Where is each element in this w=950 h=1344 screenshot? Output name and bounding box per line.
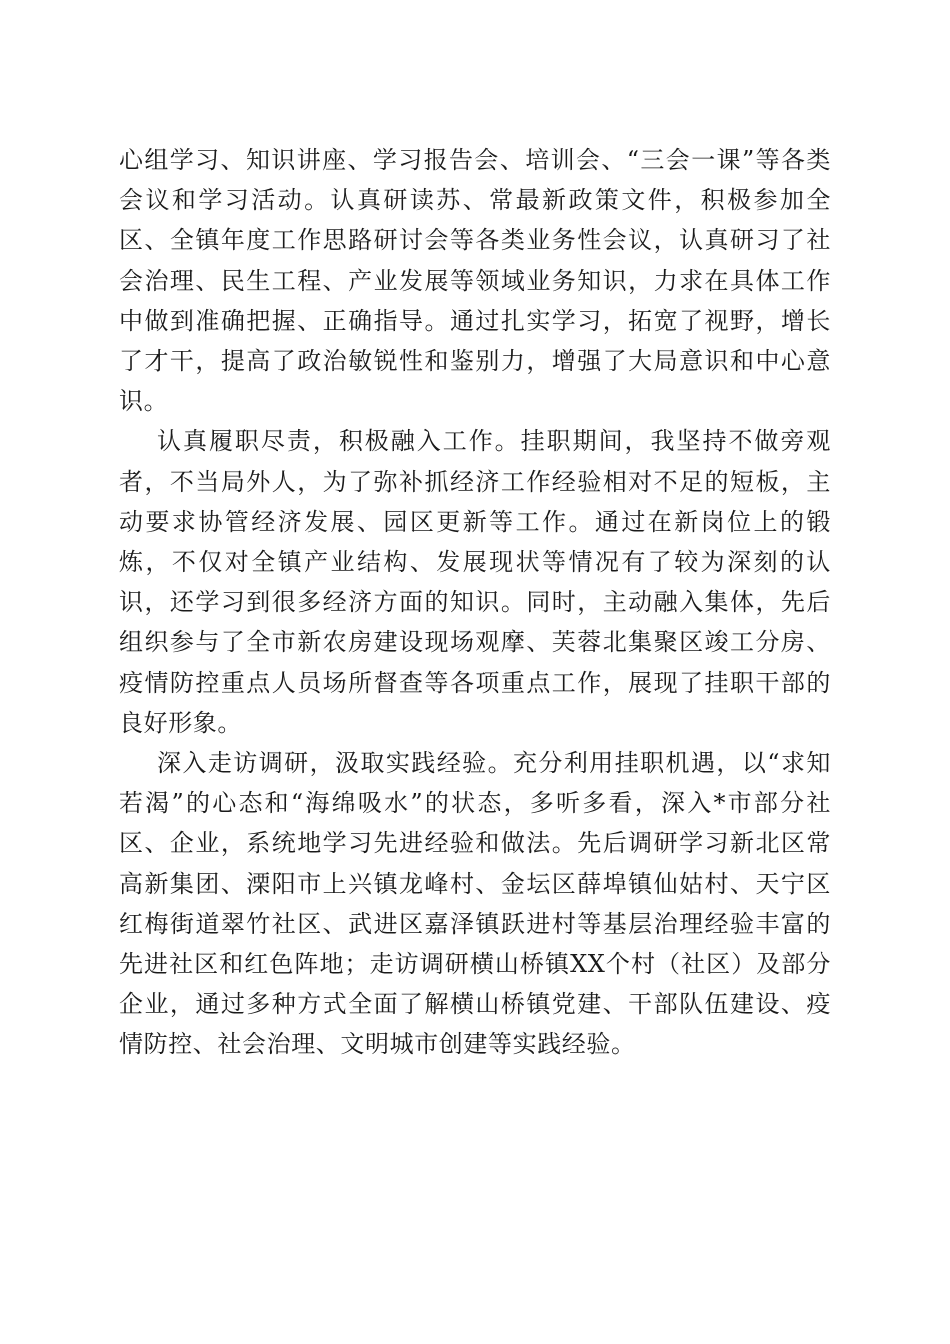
paragraph-study: 心组学习、知识讲座、学习报告会、培训会、“三会一课”等各类会议和学习活动。认真研读苏、常最新政策文件，积极参加全区、全镇年度工作思路研讨会等各类业务性会议，认真研习了社会治理、民生工程、产业发展等领域业务知识，力求在具体工作中做到准确把握、正确指导。通过扎实学习，拓宽了视野，增长了才干，提高了政治敏锐性和鉴别力，增强了大局意识和中心意识。 bbox=[119, 146, 831, 416]
document-body bbox=[119, 140, 831, 1065]
paragraph-duty: 认真履职尽责，积极融入工作。挂职期间，我坚持不做旁观者，不当局外人，为了弥补抓经济工作经验相对不足的短板，主动要求协管经济发展、园区更新等工作。通过在新岗位上的锻炼，不仅对全镇产业结构、发展现状等情况有了较为深刻的认识，还学习到很多经济方面的知识。同时，主动融入集体，先后组织参与了全市新农房建设现场观摩、芙蓉北集聚区竣工分房、疫情防控重点人员场所督查等各项重点工作，展现了挂职干部的良好形象。 bbox=[119, 427, 831, 737]
paragraph-research: 深入走访调研，汲取实践经验。充分利用挂职机遇，以“求知若渴”的心态和“海绵吸水”的状态，多听多看，深入*市部分社区、企业，系统地学习先进经验和做法。先后调研学习新北区常高新集团、溧阳市上兴镇龙峰村、金坛区薛埠镇仙姑村、天宁区红梅街道翠竹社区、武进区嘉泽镇跃进村等基层治理经验丰富的先进社区和红色阵地；走访调研横山桥镇XX个村（社区）及部分企业，通过多种方式全面了解横山桥镇党建、干部队伍建设、疫情防控、社会治理、文明城市创建等实践经验。 bbox=[119, 749, 831, 1059]
